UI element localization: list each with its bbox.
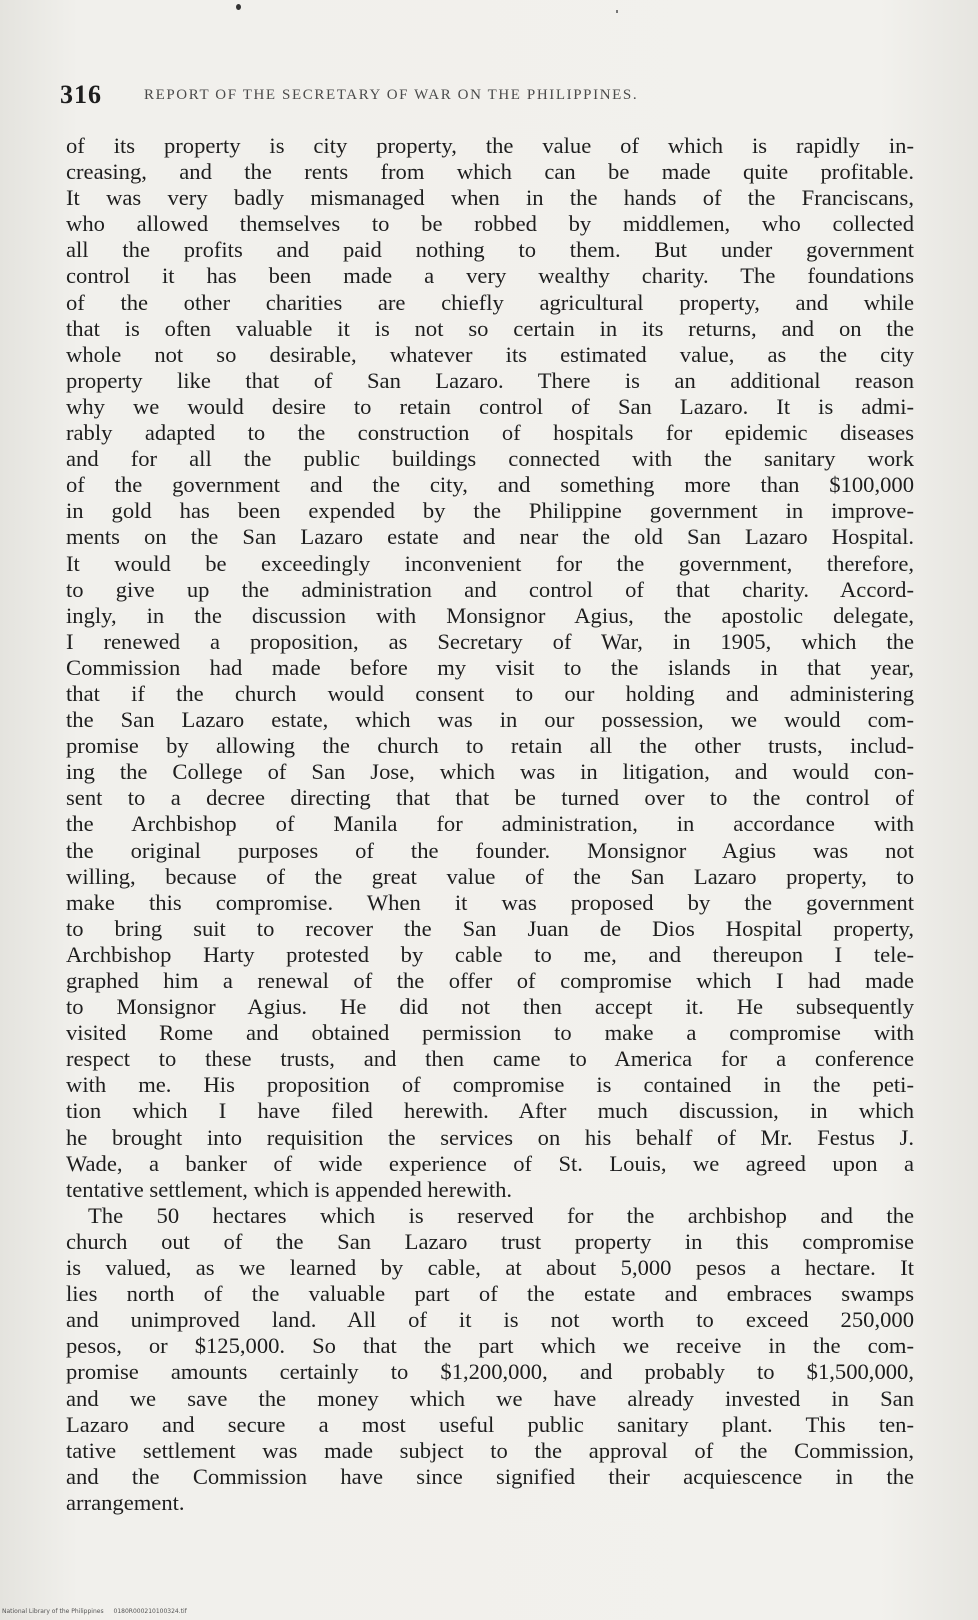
text-line: of its property is city property, the value of which is rapidly in- [66,133,914,158]
text-line: respect to these trusts, and then came to America for a conference [66,1046,914,1072]
text-line: ments on the San Lazaro estate and near the old San Lazaro Hospital. [66,524,914,550]
text-line: The 50 hectares which is reserved for the archbishop and the [88,1202,914,1228]
text-line: arrangement. [66,1489,185,1515]
text-line: the San Lazaro estate, which was in our possession, we would com- [66,707,914,733]
text-line: Lazaro and secure a most useful public sanitary plant. This ten- [66,1411,914,1437]
speck-mark [616,10,618,13]
text-line: lies north of the valuable part of the estate and embraces swamps [66,1281,914,1307]
text-line: and the Commission have since signified their acquiescence in the [66,1463,914,1489]
text-line: property like that of San Lazaro. There is an additional reason [66,367,914,393]
text-line: to give up the administration and control of that charity. Accord- [66,576,914,602]
text-line: control it has been made a very wealthy charity. The foundations [66,263,914,289]
text-line: to Monsignor Agius. He did not then accept it. He subsequently [66,994,914,1020]
scan-footer [2,1608,195,1615]
footer-code: 0180R000210100324.tif [113,1608,187,1615]
text-line: It would be exceedingly inconvenient for the government, therefore, [66,550,914,576]
text-line: graphed him a renewal of the offer of compromise which I had made [66,968,914,993]
text-line: Archbishop Harty protested by cable to me, and thereupon I tele- [66,941,914,967]
text-line: and we save the money which we have already invested in San [66,1385,914,1411]
text-line: tentative settlement, which is appended herewith. [66,1176,513,1202]
text-line: and unimproved land. All of it is not worth to exceed 250,000 [66,1307,914,1333]
text-line: and for all the public buildings connected with the sanitary work [66,446,914,472]
text-line: I renewed a proposition, as Secretary of War, in 1905, which the [66,628,914,654]
page-header [60,80,920,110]
text-line: with me. His proposition of compromise is contained in the peti- [66,1072,914,1098]
text-line: church out of the San Lazaro trust property in this compromise [66,1228,914,1254]
text-line: It was very badly mismanaged when in the hands of the Franciscans, [66,185,914,211]
text-line: promise by allowing the church to retain all the other trusts, includ- [66,733,914,759]
text-line: visited Rome and obtained permission to make a compromise with [66,1020,914,1046]
body-text [66,133,914,1516]
text-line: of the other charities are chiefly agricultural property, and while [66,289,914,315]
text-line: whole not so desirable, whatever its estimated value, as the city [66,341,914,367]
text-line: sent to a decree directing that that be turned over to the control of [66,785,914,811]
text-line: that if the church would consent to our holding and administering [66,680,914,706]
speck-mark [236,4,241,10]
text-line: Commission had made before my visit to the islands in that year, [66,654,914,680]
text-line: the Archbishop of Manila for administration, in accordance with [66,811,914,837]
text-line: creasing, and the rents from which can be made quite profitable. [66,159,914,185]
text-line: who allowed themselves to be robbed by middlemen, who collected [66,211,914,237]
footer-library: National Library of the Philippines [2,1608,104,1615]
text-line: the original purposes of the founder. Monsignor Agius was not [66,837,914,863]
text-line: tative settlement was made subject to the approval of the Commission, [66,1437,914,1463]
text-line: pesos, or $125,000. So that the part which we receive in the com- [66,1333,914,1359]
page-number: 316 [60,80,102,109]
text-line: that is often valuable it is not so certain in its returns, and on the [66,315,914,341]
text-line: is valued, as we learned by cable, at about 5,000 pesos a hectare. It [66,1255,914,1281]
text-line: willing, because of the great value of the San Lazaro property, to [66,863,914,889]
text-line: Wade, a banker of wide experience of St. Louis, we agreed upon a [66,1150,914,1176]
text-line: all the profits and paid nothing to them. But under government [66,237,914,263]
text-line: rably adapted to the construction of hospitals for epidemic diseases [66,420,914,446]
text-line: in gold has been expended by the Philippine government in improve- [66,498,914,524]
text-line: of the government and the city, and something more than $100,000 [66,472,914,498]
text-line: he brought into requisition the services on his behalf of Mr. Festus J. [66,1124,914,1150]
text-line: ing the College of San Jose, which was in litigation, and would con- [66,759,914,785]
text-line: to bring suit to recover the San Juan de Dios Hospital property, [66,915,914,941]
text-line: promise amounts certainly to $1,200,000, and probably to $1,500,000, [66,1359,914,1385]
text-line: ingly, in the discussion with Monsignor Agius, the apostolic delegate, [66,602,914,628]
text-line: tion which I have filed herewith. After much discussion, in which [66,1098,914,1124]
text-line: make this compromise. When it was proposed by the government [66,889,914,915]
running-head: REPORT OF THE SECRETARY OF WAR ON THE PHILIPPINES. [144,87,639,103]
text-line: why we would desire to retain control of San Lazaro. It is admi- [66,393,914,419]
